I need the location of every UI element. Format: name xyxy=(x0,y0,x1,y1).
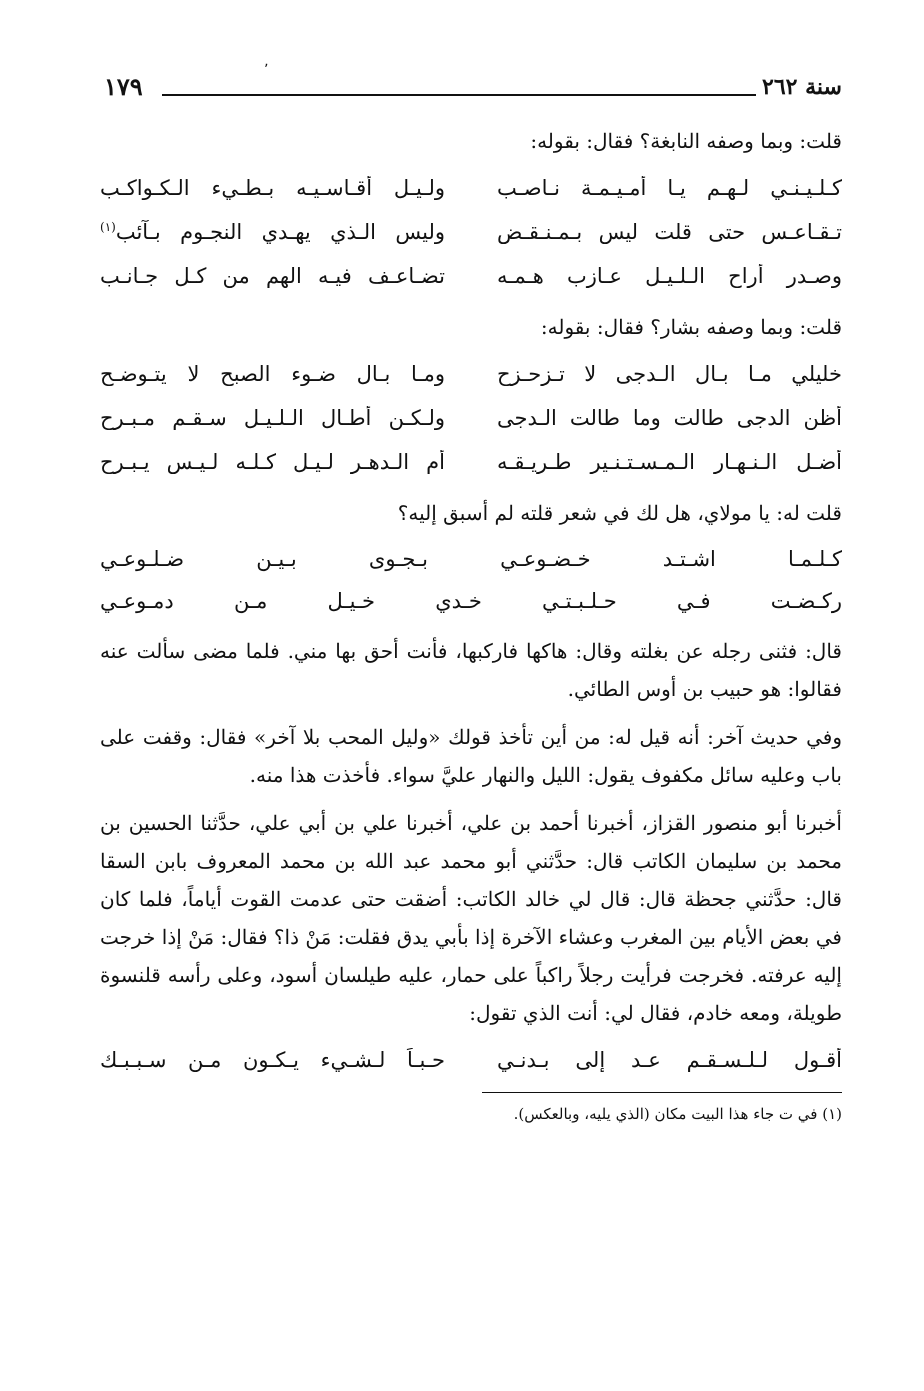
header-rule xyxy=(162,94,756,96)
verse-second-hemistich: ولـكـن أطـال الـلـيـل سـقـم مـبـرح xyxy=(100,406,445,430)
book-page xyxy=(100,60,842,1129)
verse-text: وليس الـذي يهـدي النجـوم بـآئب xyxy=(115,220,445,244)
page-header xyxy=(100,60,842,116)
verse-line: كـلـمـا اشـتـد خـضـوعـي بـجـوى بـيـن ضـلـوعـي xyxy=(100,547,842,571)
verse-first-hemistich: كـلـيـنـي لـهـم يـا أمـيـمـة نـاصـب xyxy=(497,176,842,200)
footnote-rule xyxy=(482,1092,842,1093)
verse-row xyxy=(100,166,842,210)
poem-bashshar xyxy=(100,352,842,484)
footnote: (١) في ت جاء هذا البيت مكان (الذي يليه، وبالعكس). xyxy=(513,1105,842,1123)
paragraph-other-report: وفي حديث آخر: أنه قيل له: من أين تأخذ قولك «وليل المحب بلا آخر» فقال: وقفت على باب وعليه سائل مكفوف يقول: الليل والنهار عليَّ سواء. فأخذت هذا منه. xyxy=(100,725,842,787)
verse-second-hemistich: ومـا بـال ضـوء الصبح لا يتـوضـح xyxy=(100,362,445,386)
running-title: سنة ٢٦٢ xyxy=(762,74,842,100)
verse-second-hemistich: تضـاعـف فيـه الهم من كـل جـانـب xyxy=(100,264,445,288)
poem-own xyxy=(100,538,842,622)
verse-row xyxy=(100,1038,842,1082)
verse-first-hemistich: أضـل الـنـهـار الـمـسـتـنـير طـريـقـه xyxy=(497,450,842,474)
verse-row xyxy=(100,254,842,298)
verse-line: ركـضـت فـي حـلـبـتـي خـدي خـيـل مـن دمـوعـي xyxy=(100,589,842,613)
verse-first-hemistich: أقـول لـلـسـقـم عـد إلى بـدنـي xyxy=(497,1048,842,1072)
poem-nabigha xyxy=(100,166,842,298)
paragraph-abu-tammam: قال: فثنى رجله عن بغلته وقال: هاكها فاركبها، فأنت أحق بها مني. فلما مضى سألت عنه فقالوا: هو حبيب بن أوس الطائي. xyxy=(100,639,842,701)
page-number: ١٧٩ xyxy=(104,72,143,101)
verse-first-hemistich: أظن الدجى طالت وما طالت الـدجى xyxy=(497,406,842,430)
verse-second-hemistich xyxy=(100,220,445,244)
verse-first-hemistich: تـقـاعـس حتى قلت ليس بـمـنـقـض xyxy=(497,220,842,244)
poem-last xyxy=(100,1038,842,1082)
verse-second-hemistich: أم الـدهـر لـيـل كـلـه لـيـس يـبـرح xyxy=(100,450,445,474)
verse-row xyxy=(100,440,842,484)
verse-second-hemistich: حـبـاً لـشـيء يـكـون مـن سـبـبـك xyxy=(100,1048,445,1072)
intro-nabigha: قلت: وبما وصفه النابغة؟ فقال: بقوله: xyxy=(530,129,842,153)
verse-row xyxy=(100,352,842,396)
intro-own-poem: قلت له: يا مولاي، هل لك في شعر قلته لم أسبق إليه؟ xyxy=(397,501,842,525)
intro-bashshar: قلت: وبما وصفه بشار؟ فقال: بقوله: xyxy=(540,315,842,339)
verse-first-hemistich: وصـدر أراح الـلـيـل عـازب هـمـه xyxy=(497,264,842,288)
footnote-marker: (١) xyxy=(100,220,116,234)
paragraph-khalid-al-katib: أخبرنا أبو منصور القزاز، أخبرنا أحمد بن علي، أخبرنا علي بن أبي علي، حدَّثنا الحسين بن محمد بن سليمان الكاتب قال: حدَّثني أبو محمد عبد الله بن محمد المعروف بابن السقا قال: حدَّثني جحظة قال: قال لي خالد الكاتب: أضقت حتى عدمت القوت أياماً، فلما كان في بعض الأيام بين المغرب وعشاء الآخرة إذا بأبي يدق فقلت: مَنْ ذا؟ فقال: مَنْ إذا خرجت إليه عرفته. فخرجت فرأيت رجلاً راكباً على حمار، عليه طيلسان أسود، وعلى رأسه قلنسوة طويلة، ومعه خادم، فقال لي: أنت الذي تقول: xyxy=(100,811,842,1025)
header-mark: ٬ xyxy=(264,62,269,78)
verse-second-hemistich: ولـيـل أقـاسـيـه بـطـيء الـكـواكـب xyxy=(100,176,445,200)
verse-row xyxy=(100,210,842,254)
verse-row xyxy=(100,396,842,440)
verse-first-hemistich: خليلي مـا بـال الـدجى لا تـزحـزح xyxy=(497,362,842,386)
